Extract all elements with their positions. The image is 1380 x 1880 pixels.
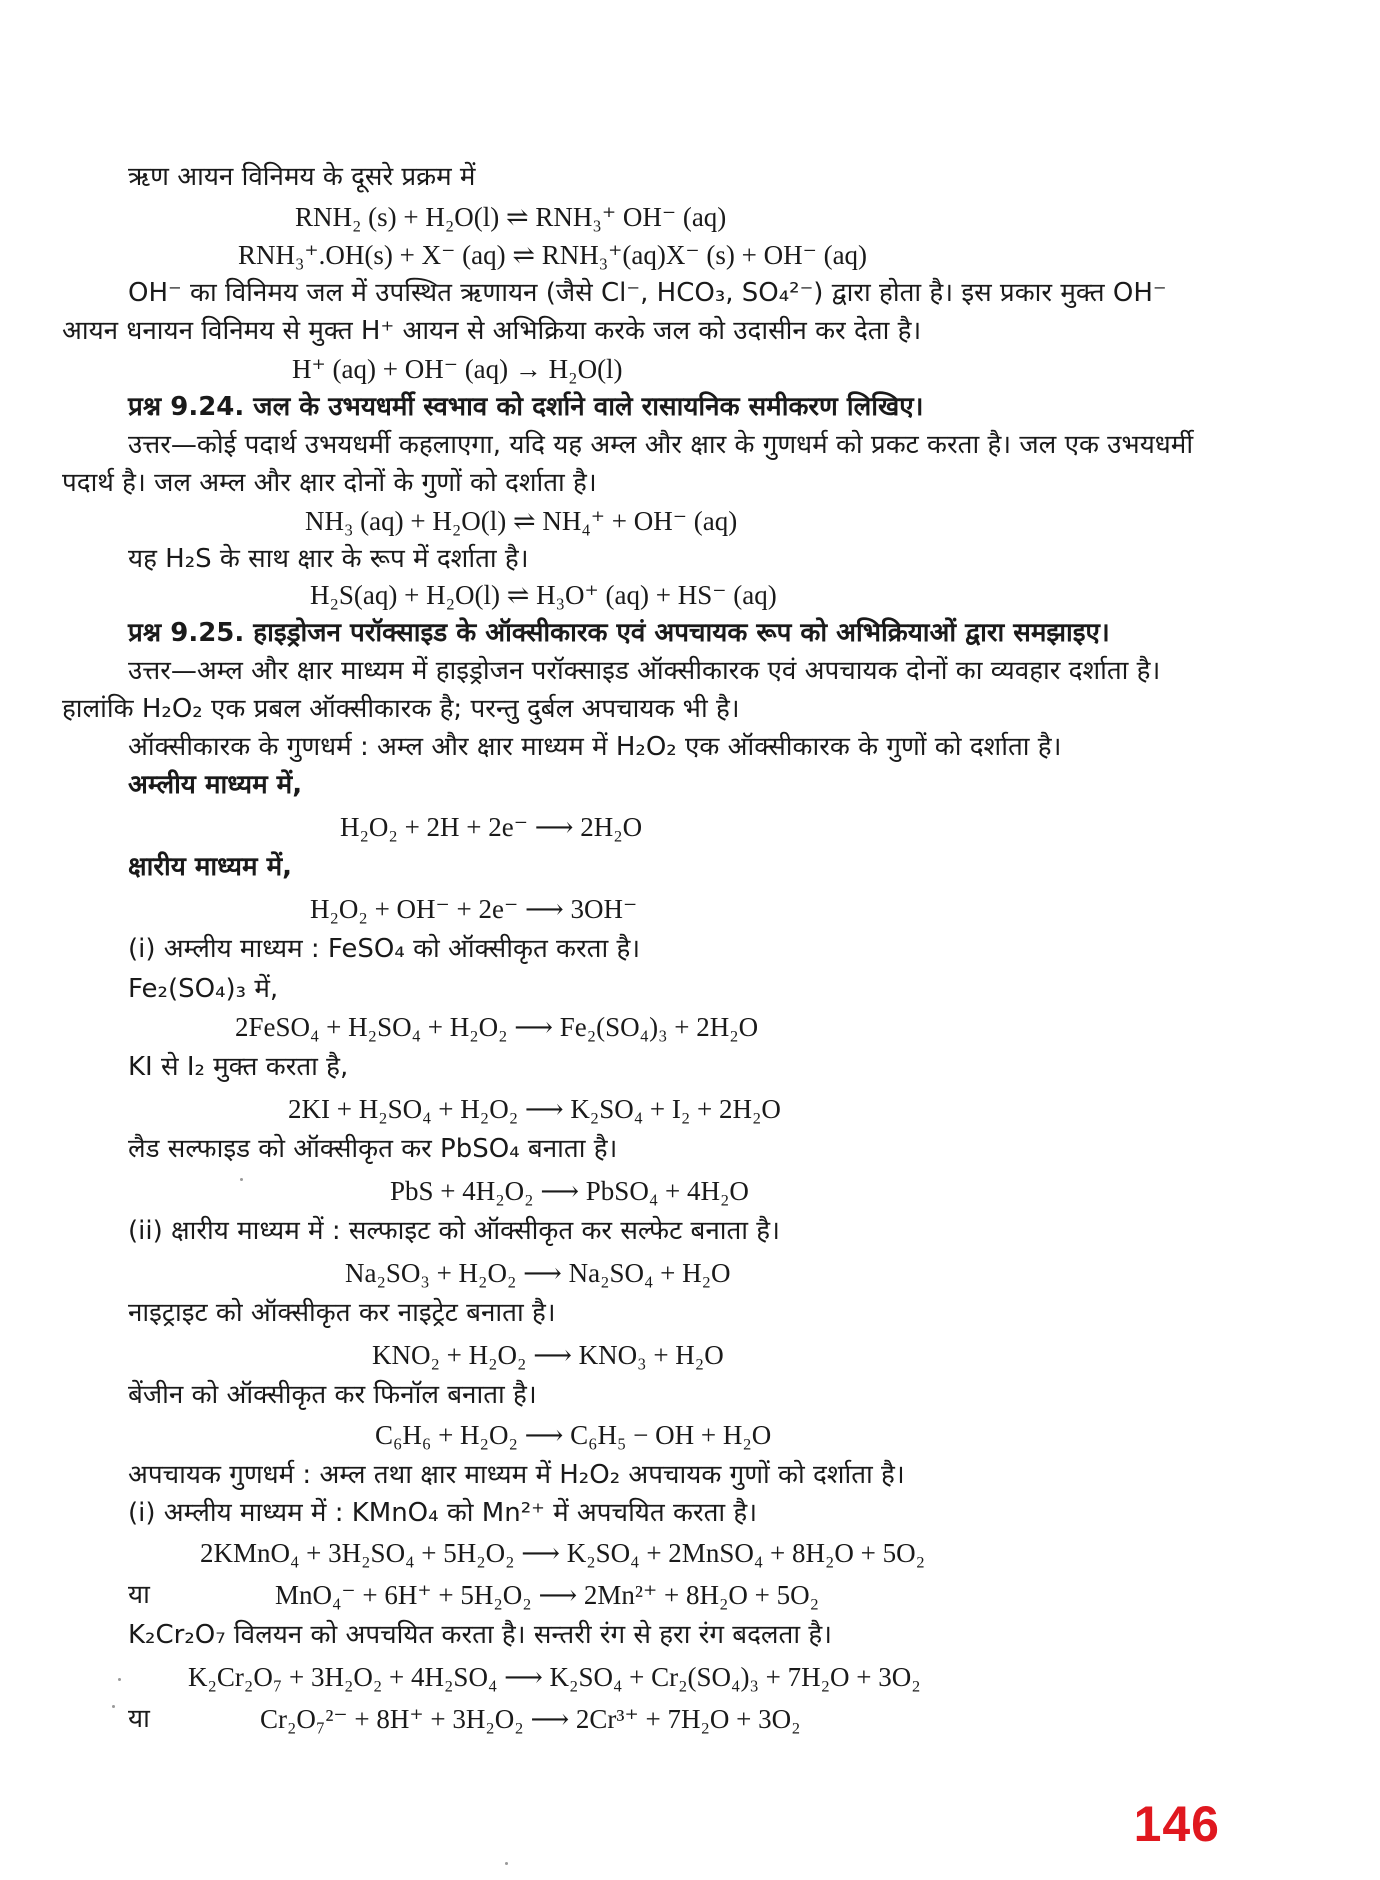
scan-speck — [240, 1178, 243, 1181]
subheading-line: ऑक्सीकारक के गुणधर्म : अम्ल और क्षार माध्यम में H₂O₂ एक ऑक्सीकारक के गुणों को दर्शाता है। — [128, 732, 1062, 762]
equation: H₂O₂ + 2H + 2e⁻ ⟶ 2H₂O — [340, 812, 643, 842]
equation: KNO₂ + H₂O₂ ⟶ KNO₃ + H₂O — [372, 1340, 724, 1370]
text-line: नाइट्राइट को ऑक्सीकृत कर नाइट्रेट बनाता है। — [128, 1298, 556, 1328]
equation: 2FeSO₄ + H₂SO₄ + H₂O₂ ⟶ Fe₂(SO₄)₃ + 2H₂O — [235, 1012, 759, 1042]
subheading: क्षारीय माध्यम में, — [128, 852, 293, 882]
equation: RNH₃⁺.OH(s) + X⁻ (aq) ⇌ RNH₃⁺(aq)X⁻ (s) + OH⁻ (aq) — [238, 240, 868, 270]
text-line: K₂Cr₂O₇ विलयन को अपचयित करता है। सन्तरी रंग से हरा रंग बदलता है। — [128, 1620, 832, 1650]
equation: H⁺ (aq) + OH⁻ (aq) → H₂O(l) — [292, 354, 623, 384]
subheading: अम्लीय माध्यम में, — [128, 770, 303, 800]
scan-speck — [118, 1678, 121, 1681]
text-line: (i) अम्लीय माध्यम में : KMnO₄ को Mn²⁺ में अपचयित करता है। — [128, 1498, 758, 1528]
question-heading: प्रश्न 9.24. जल के उभयधर्मी स्वभाव को दर्शाने वाले रासायनिक समीकरण लिखिए। — [128, 392, 924, 422]
text-line: बेंजीन को ऑक्सीकृत कर फिनॉल बनाता है। — [128, 1380, 537, 1410]
equation: C₆H₆ + H₂O₂ ⟶ C₆H₅ − OH + H₂O — [375, 1420, 772, 1450]
or-label: या — [128, 1580, 150, 1610]
text-line: ऋण आयन विनिमय के दूसरे प्रक्रम में — [128, 162, 476, 192]
text-line: पदार्थ है। जल अम्ल और क्षार दोनों के गुणों को दर्शाता है। — [62, 468, 597, 498]
answer-line: उत्तर—अम्ल और क्षार माध्यम में हाइड्रोजन परॉक्साइड ऑक्सीकारक एवं अपचायक दोनों का व्यवहार दर्शाता है। — [128, 656, 1161, 686]
equation: 2KMnO₄ + 3H₂SO₄ + 5H₂O₂ ⟶ K₂SO₄ + 2MnSO₄ + 8H₂O + 5O₂ — [200, 1538, 926, 1568]
scan-speck — [112, 1705, 115, 1708]
page-number: 146 — [1133, 1796, 1220, 1852]
text-line: (i) अम्लीय माध्यम : FeSO₄ को ऑक्सीकृत करता है। — [128, 934, 641, 964]
text-line: Fe₂(SO₄)₃ में, — [128, 974, 279, 1004]
text-line: यह H₂S के साथ क्षार के रूप में दर्शाता है। — [128, 544, 529, 574]
subheading-line: अपचायक गुणधर्म : अम्ल तथा क्षार माध्यम में H₂O₂ अपचायक गुणों को दर्शाता है। — [128, 1460, 905, 1490]
scan-speck — [505, 1862, 508, 1865]
answer-line: उत्तर—कोई पदार्थ उभयधर्मी कहलाएगा, यदि यह अम्ल और क्षार के गुणधर्म को प्रकट करता है। जल एक उभयधर्मी — [128, 430, 1194, 460]
equation: H₂O₂ + OH⁻ + 2e⁻ ⟶ 3OH⁻ — [310, 894, 638, 924]
text-line: OH⁻ का विनिमय जल में उपस्थित ऋणायन (जैसे Cl⁻, HCO₃, SO₄²⁻) द्वारा होता है। इस प्रकार मुक्त OH⁻ — [128, 278, 1167, 308]
equation: Cr₂O₇²⁻ + 8H⁺ + 3H₂O₂ ⟶ 2Cr³⁺ + 7H₂O + 3O₂ — [260, 1704, 801, 1734]
question-heading: प्रश्न 9.25. हाइड्रोजन परॉक्साइड के ऑक्सीकारक एवं अपचायक रूप को अभिक्रियाओं द्वारा समझाइए। — [128, 618, 1110, 648]
equation: 2KI + H₂SO₄ + H₂O₂ ⟶ K₂SO₄ + I₂ + 2H₂O — [288, 1094, 781, 1124]
or-label: या — [128, 1704, 150, 1734]
equation: Na₂SO₃ + H₂O₂ ⟶ Na₂SO₄ + H₂O — [345, 1258, 731, 1288]
equation: PbS + 4H₂O₂ ⟶ PbSO₄ + 4H₂O — [390, 1176, 749, 1206]
equation: MnO₄⁻ + 6H⁺ + 5H₂O₂ ⟶ 2Mn²⁺ + 8H₂O + 5O₂ — [275, 1580, 820, 1610]
equation: H₂S(aq) + H₂O(l) ⇌ H₃O⁺ (aq) + HS⁻ (aq) — [310, 580, 777, 610]
text-line: KI से I₂ मुक्त करता है, — [128, 1052, 349, 1082]
equation: NH₃ (aq) + H₂O(l) ⇌ NH₄⁺ + OH⁻ (aq) — [305, 506, 738, 536]
text-line: लैड सल्फाइड को ऑक्सीकृत कर PbSO₄ बनाता है। — [128, 1134, 618, 1164]
text-line: (ii) क्षारीय माध्यम में : सल्फाइट को ऑक्सीकृत कर सल्फेट बनाता है। — [128, 1216, 780, 1246]
text-line: हालांकि H₂O₂ एक प्रबल ऑक्सीकारक है; परन्तु दुर्बल अपचायक भी है। — [62, 694, 740, 724]
text-line: आयन धनायन विनिमय से मुक्त H⁺ आयन से अभिक्रिया करके जल को उदासीन कर देता है। — [62, 316, 922, 346]
equation: RNH₂ (s) + H₂O(l) ⇌ RNH₃⁺ OH⁻ (aq) — [295, 202, 727, 232]
equation: K₂Cr₂O₇ + 3H₂O₂ + 4H₂SO₄ ⟶ K₂SO₄ + Cr₂(SO₄)₃ + 7H₂O + 3O₂ — [188, 1662, 921, 1692]
